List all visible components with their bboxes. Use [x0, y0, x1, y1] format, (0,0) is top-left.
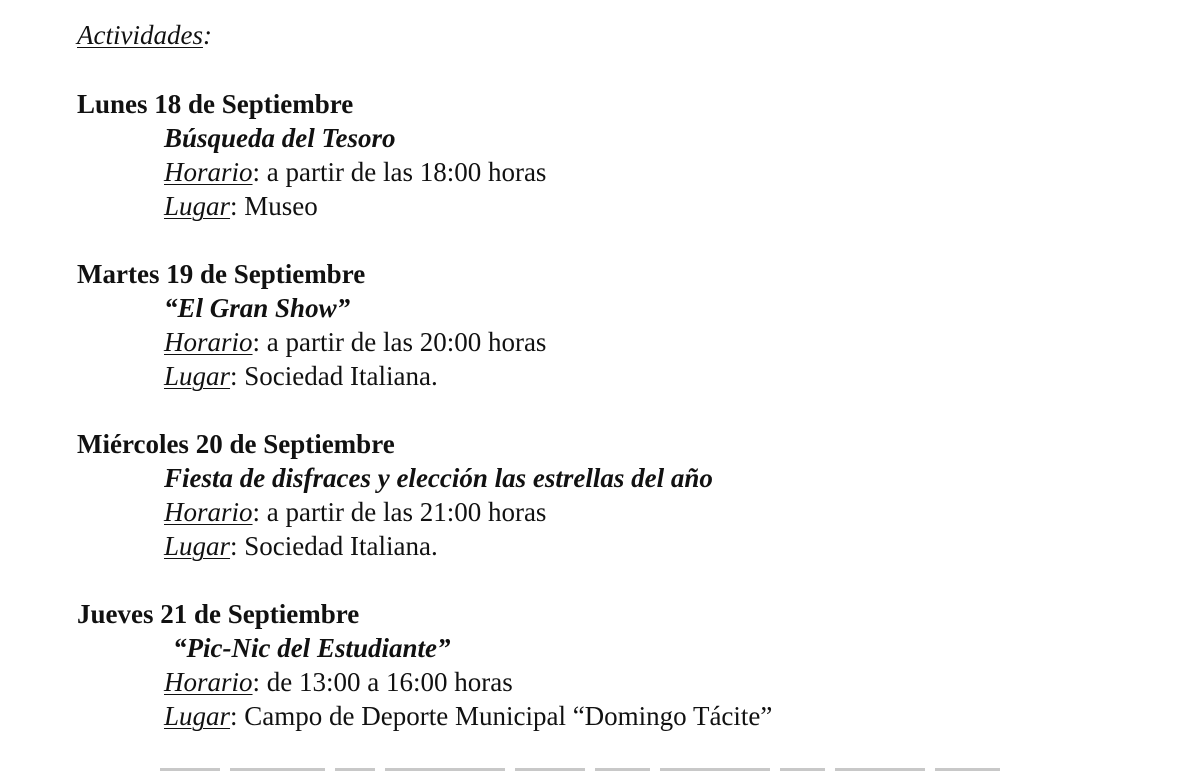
day-title: Martes 19 de Septiembre [77, 259, 366, 289]
truncated-word [935, 768, 1000, 771]
event-name: “Pic-Nic del Estudiante” [173, 633, 451, 663]
horario-label: Horario [164, 327, 253, 357]
event-name: Búsqueda del Tesoro [164, 123, 396, 153]
lugar-label: Lugar [164, 361, 231, 391]
horario-label: Horario [164, 497, 253, 527]
day-title: Lunes 18 de Septiembre [77, 89, 354, 119]
horario-value: : a partir de las 18:00 horas [252, 157, 547, 187]
horario-line [164, 495, 1077, 529]
horario-line [164, 665, 1077, 699]
day-title: Jueves 21 de Septiembre [77, 599, 360, 629]
truncated-word [385, 768, 505, 771]
day-block-lunes [77, 87, 1077, 223]
lugar-value: : Sociedad Italiana. [230, 531, 438, 561]
activities-heading-label: Actividades [77, 20, 203, 50]
lugar-value: : Museo [230, 191, 318, 221]
event-name: “El Gran Show” [164, 293, 351, 323]
lugar-label: Lugar [164, 701, 231, 731]
truncated-word [835, 768, 925, 771]
lugar-label: Lugar [164, 191, 231, 221]
day-title: Miércoles 20 de Septiembre [77, 429, 395, 459]
horario-label: Horario [164, 667, 253, 697]
truncated-word [595, 768, 650, 771]
activities-heading [77, 18, 212, 52]
lugar-line [164, 359, 1077, 393]
truncated-word [160, 768, 220, 771]
day-block-martes [77, 257, 1077, 393]
lugar-value: : Campo de Deporte Municipal “Domingo Tácite” [230, 701, 773, 731]
day-block-jueves [77, 597, 1077, 733]
lugar-line [164, 529, 1077, 563]
horario-value: : a partir de las 20:00 horas [252, 327, 547, 357]
truncated-text-line [160, 768, 1080, 773]
truncated-word [660, 768, 770, 771]
event-name: Fiesta de disfraces y elección las estrellas del año [164, 463, 713, 493]
truncated-word [335, 768, 375, 771]
lugar-line [164, 189, 1077, 223]
day-block-miercoles [77, 427, 1077, 563]
horario-line [164, 325, 1077, 359]
truncated-word [230, 768, 325, 771]
truncated-word [515, 768, 585, 771]
horario-line [164, 155, 1077, 189]
horario-value: : de 13:00 a 16:00 horas [252, 667, 513, 697]
lugar-value: : Sociedad Italiana. [230, 361, 438, 391]
lugar-line [164, 699, 1077, 733]
activities-heading-colon: : [202, 20, 212, 50]
horario-value: : a partir de las 21:00 horas [252, 497, 547, 527]
lugar-label: Lugar [164, 531, 231, 561]
horario-label: Horario [164, 157, 253, 187]
truncated-word [780, 768, 825, 771]
